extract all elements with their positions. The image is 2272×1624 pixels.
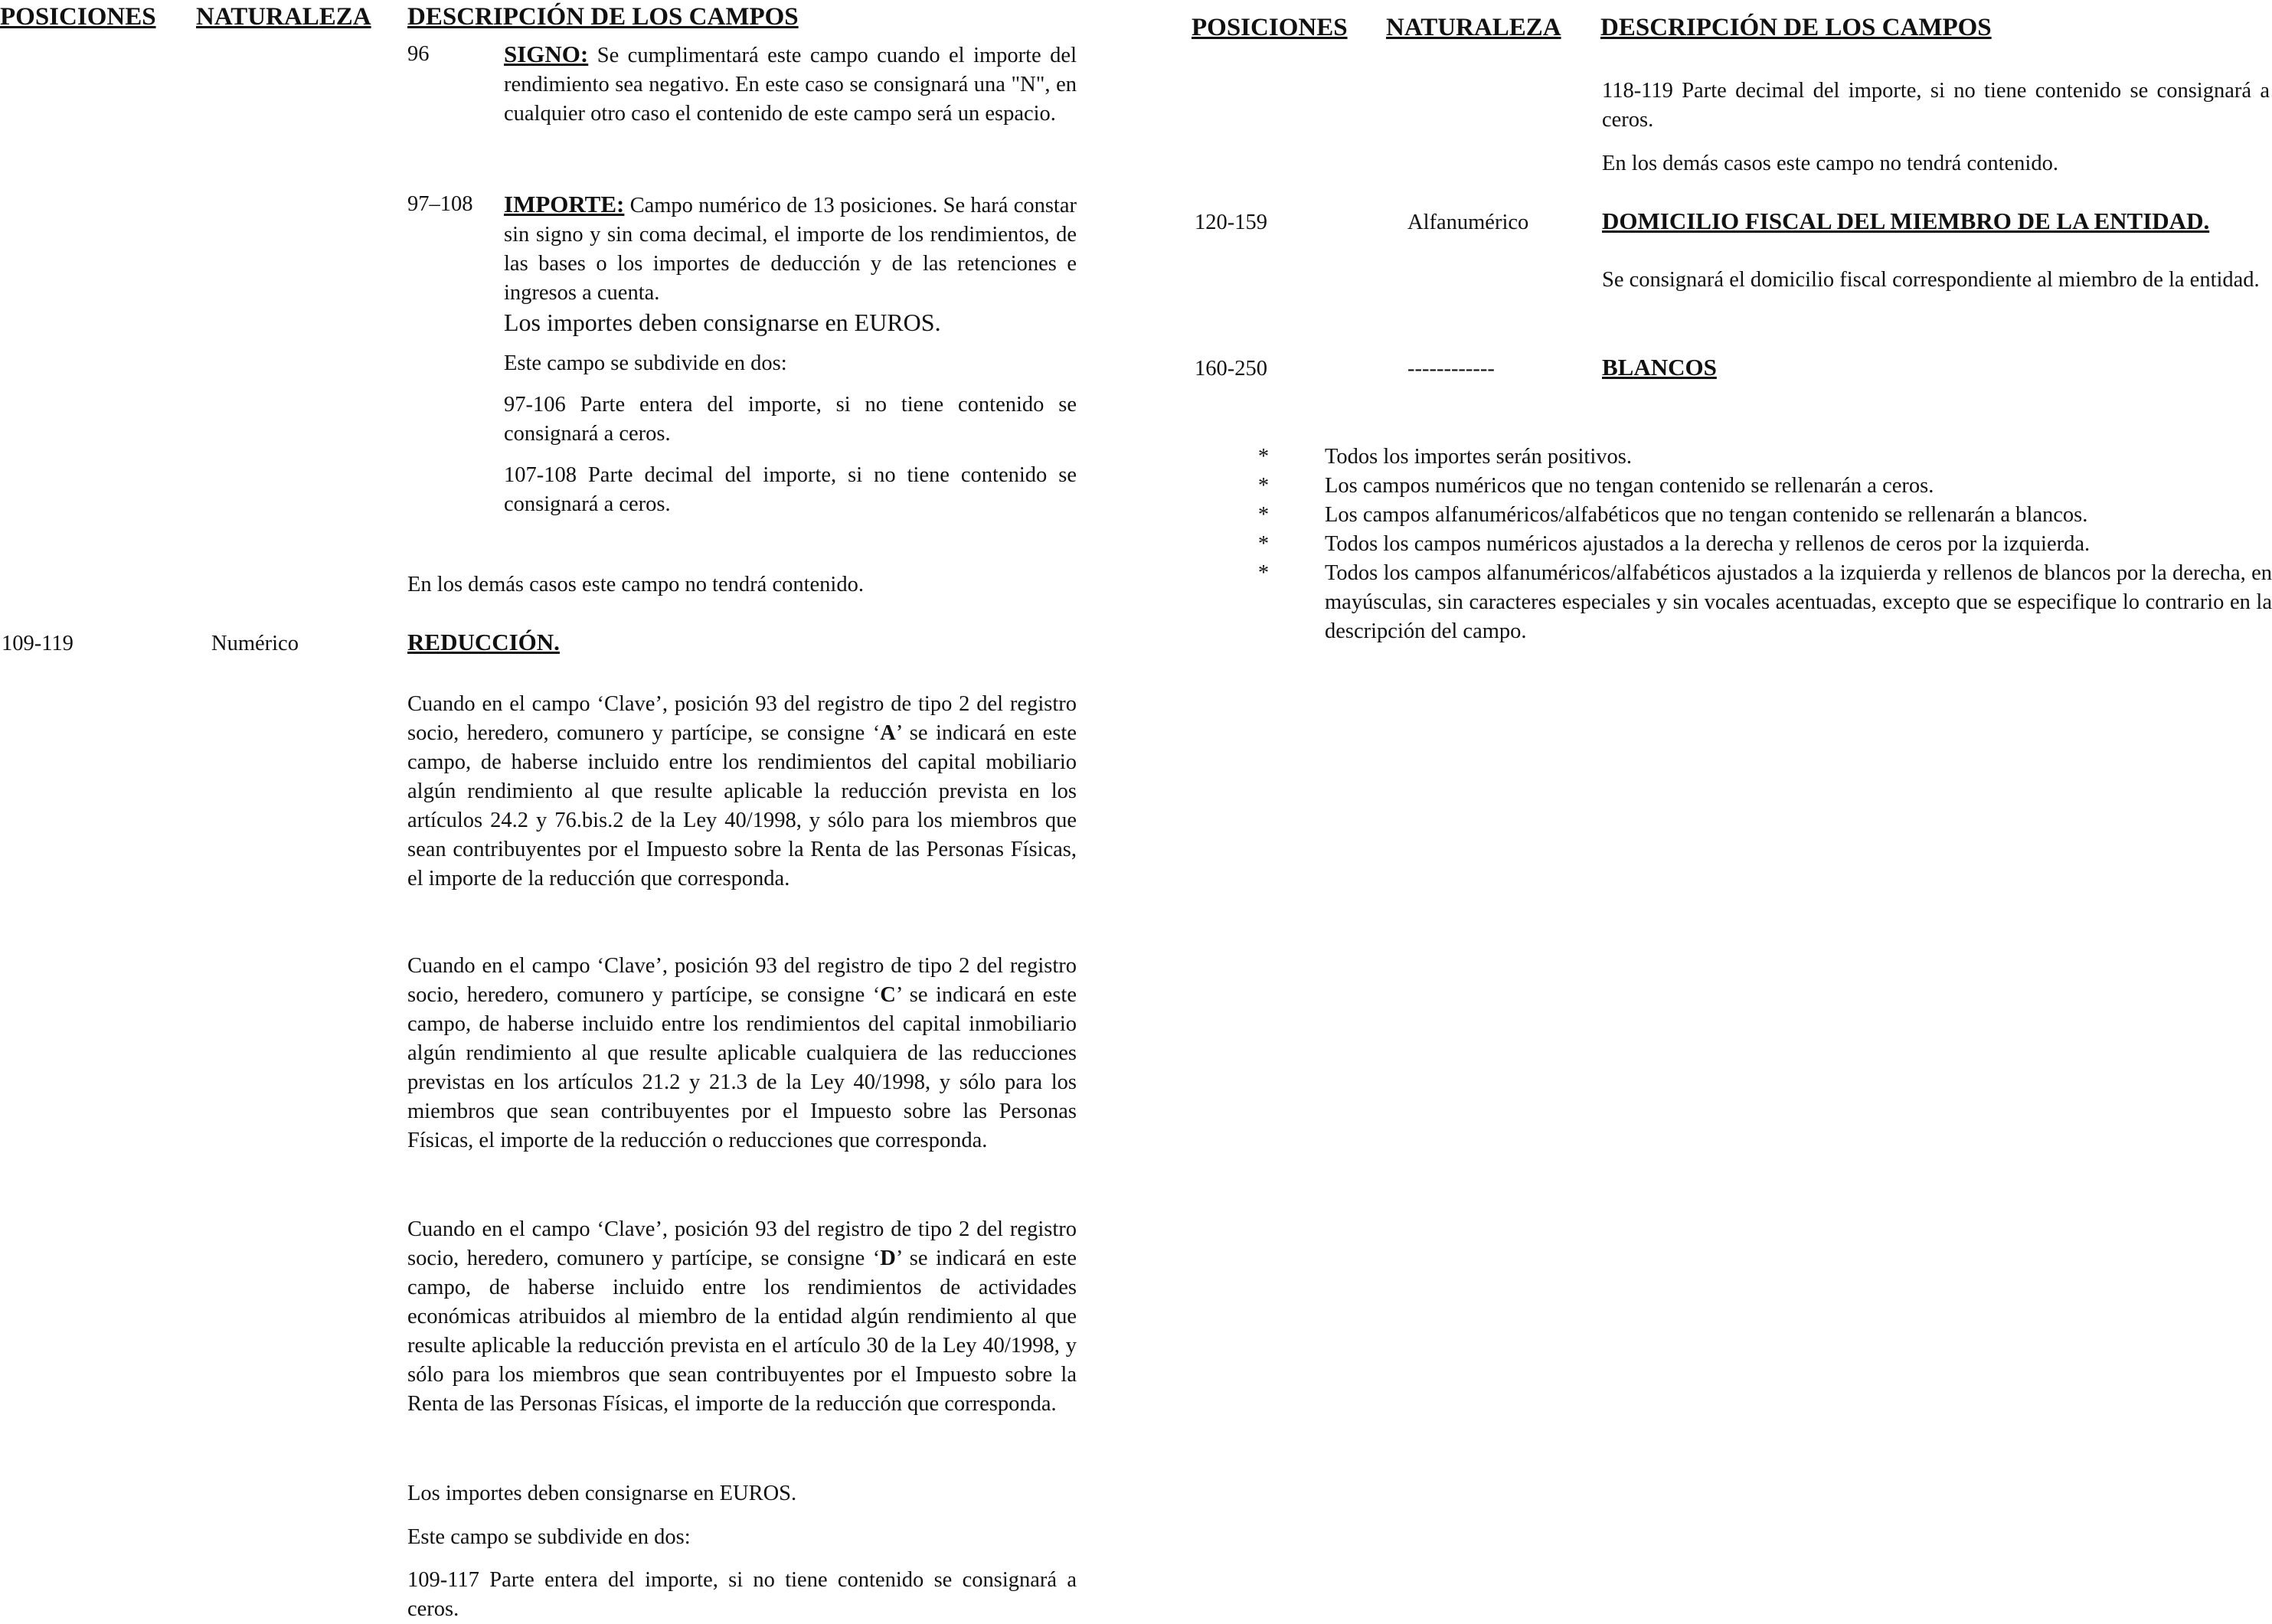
note-item <box>1248 559 2272 646</box>
reduccion-paragraph-a <box>407 690 1077 894</box>
importe-subdivide: Este campo se subdivide en dos: <box>504 351 787 375</box>
reduccion-euros: Los importes deben consignarse en EUROS. <box>407 1482 797 1505</box>
importe-number: 97–108 <box>407 192 473 216</box>
reduccion-p3-text-a: Cuando en el campo ‘Clave’, posición 93 del registro de tipo 2 del registro socio, heredero, comunero y partícipe, se consigne ‘ <box>407 1217 1077 1270</box>
right-importe-decimal: 118-119 Parte decimal del importe, si no tiene contenido se consignará a ceros. <box>1602 79 2270 132</box>
importe-euros: Los importes deben consignarse en EUROS. <box>504 309 941 336</box>
reduccion-p1-text-a: Cuando en el campo ‘Clave’, posición 93 del registro de tipo 2 del registro socio, heredero, comunero y partícipe, se consigne ‘ <box>407 692 1077 745</box>
reduccion-p1-key: A <box>880 721 896 745</box>
note-item <box>1248 443 2272 472</box>
domicilio-title: DOMICILIO FISCAL DEL MIEMBRO DE LA ENTIDAD. <box>1602 207 2210 234</box>
domicilio-nature: Alfanumérico <box>1407 211 1529 234</box>
domicilio-position: 120-159 <box>1195 211 1267 234</box>
note-text: Los campos numéricos que no tengan contenido se rellenarán a ceros. <box>1325 474 1934 498</box>
note-text: Todos los importes serán positivos. <box>1325 445 1632 469</box>
reduccion-p3-text-b: ’ se indicará en este campo, de haberse incluido entre los rendimientos de actividades económicas atribuidos al miembro de la entidad algún rendimiento al que resulte aplicable la reducción prevista en el artículo 30 de la Ley 40/1998, y sólo para los miembros que sean contribuyentes por el Impuesto sobre la Renta de las Personas Físicas, el importe de la reducción que corresponda. <box>407 1247 1077 1416</box>
header-posiciones: POSICIONES <box>0 3 156 31</box>
reduccion-position: 109-119 <box>2 632 74 655</box>
blancos-nature: ------------ <box>1407 357 1495 381</box>
note-item <box>1248 501 2272 530</box>
header-naturaleza-right: NATURALEZA <box>1386 14 1561 41</box>
blancos-position: 160-250 <box>1195 357 1267 381</box>
reduccion-paragraph-c <box>407 952 1077 1155</box>
note-text: Todos los campos alfanuméricos/alfabéticos ajustados a la izquierda y rellenos de blancos por la derecha, en mayúsculas, sin caracteres especiales y sin vocales acentuadas, excepto que se especifique lo contrario en la descripción del campo. <box>1325 561 2272 643</box>
note-bullet: * <box>1257 503 1270 527</box>
reduccion-p2-text-a: Cuando en el campo ‘Clave’, posición 93 del registro de tipo 2 del registro socio, heredero, comunero y partícipe, se consigne ‘ <box>407 954 1077 1007</box>
reduccion-entera: 109-117 Parte entera del importe, si no tiene contenido se consignará a ceros. <box>407 1568 1077 1621</box>
importe-entera: 97-106 Parte entera del importe, si no tiene contenido se consignará a ceros. <box>504 393 1077 446</box>
signo-block <box>504 40 1077 129</box>
signo-label: SIGNO: <box>504 41 589 67</box>
header-descripcion-right: DESCRIPCIÓN DE LOS CAMPOS <box>1600 14 1992 41</box>
header-posiciones-right: POSICIONES <box>1192 14 1348 41</box>
note-bullet: * <box>1257 532 1270 556</box>
note-text: Los campos alfanuméricos/alfabéticos que no tengan contenido se rellenarán a blancos. <box>1325 503 2088 527</box>
left-demas-casos: En los demás casos este campo no tendrá contenido. <box>407 573 864 596</box>
reduccion-paragraph-d <box>407 1215 1077 1419</box>
domicilio-text: Se consignará el domicilio fiscal correspondiente al miembro de la entidad. <box>1602 268 2260 292</box>
reduccion-p2-text-b: ’ se indicará en este campo, de haberse incluido entre los rendimientos del capital inmobiliario algún rendimiento al que resulte aplicable cualquiera de las reducciones previstas en los artículos 21.2 y 21.3 de la Ley 40/1998, y sólo para los miembros que sean contribuyentes por el Impuesto sobre las Personas Físicas, el importe de la reducción o reducciones que corresponda. <box>407 983 1077 1152</box>
note-item <box>1248 530 2272 559</box>
reduccion-nature: Numérico <box>211 632 299 655</box>
importe-decimal: 107-108 Parte decimal del importe, si no tiene contenido se consignará a ceros. <box>504 463 1077 516</box>
signo-number: 96 <box>407 42 430 66</box>
note-item <box>1248 472 2272 501</box>
note-bullet: * <box>1257 474 1270 498</box>
note-text: Todos los campos numéricos ajustados a la derecha y rellenos de ceros por la izquierda. <box>1325 532 2091 556</box>
reduccion-p1-text-b: ’ se indicará en este campo, de haberse incluido entre los rendimientos del capital mobiliario algún rendimiento al que resulte aplicable la reducción prevista en los artículos 24.2 y 76.bis.2 de la Ley 40/1998, y sólo para los miembros que sean contribuyentes por el Impuesto sobre la Renta de las Personas Físicas, el importe de la reducción que corresponda. <box>407 721 1077 890</box>
note-bullet: * <box>1257 445 1270 469</box>
header-descripcion: DESCRIPCIÓN DE LOS CAMPOS <box>407 3 799 31</box>
right-demas-casos: En los demás casos este campo no tendrá contenido. <box>1602 152 2058 175</box>
reduccion-subdivide: Este campo se subdivide en dos: <box>407 1525 691 1549</box>
blancos-title: BLANCOS <box>1602 354 1717 381</box>
importe-block <box>504 190 1077 519</box>
reduccion-title: REDUCCIÓN. <box>407 629 560 655</box>
importe-label: IMPORTE: <box>504 191 625 217</box>
signo-text: Se cumplimentará este campo cuando el importe del rendimiento sea negativo. En este caso se consignará una "N", en cualquier otro caso el contenido de este campo será un espacio. <box>504 44 1077 126</box>
importe-text: Campo numérico de 13 posiciones. Se hará constar sin signo y sin coma decimal, el importe de los rendimientos, de las bases o los importes de deducción y de las retenciones e ingresos a cuenta. <box>504 194 1077 305</box>
reduccion-p3-key: D <box>880 1247 896 1270</box>
notes-list <box>1248 443 2272 646</box>
note-bullet: * <box>1257 561 1270 585</box>
reduccion-p2-key: C <box>880 983 896 1007</box>
header-naturaleza: NATURALEZA <box>196 3 371 31</box>
